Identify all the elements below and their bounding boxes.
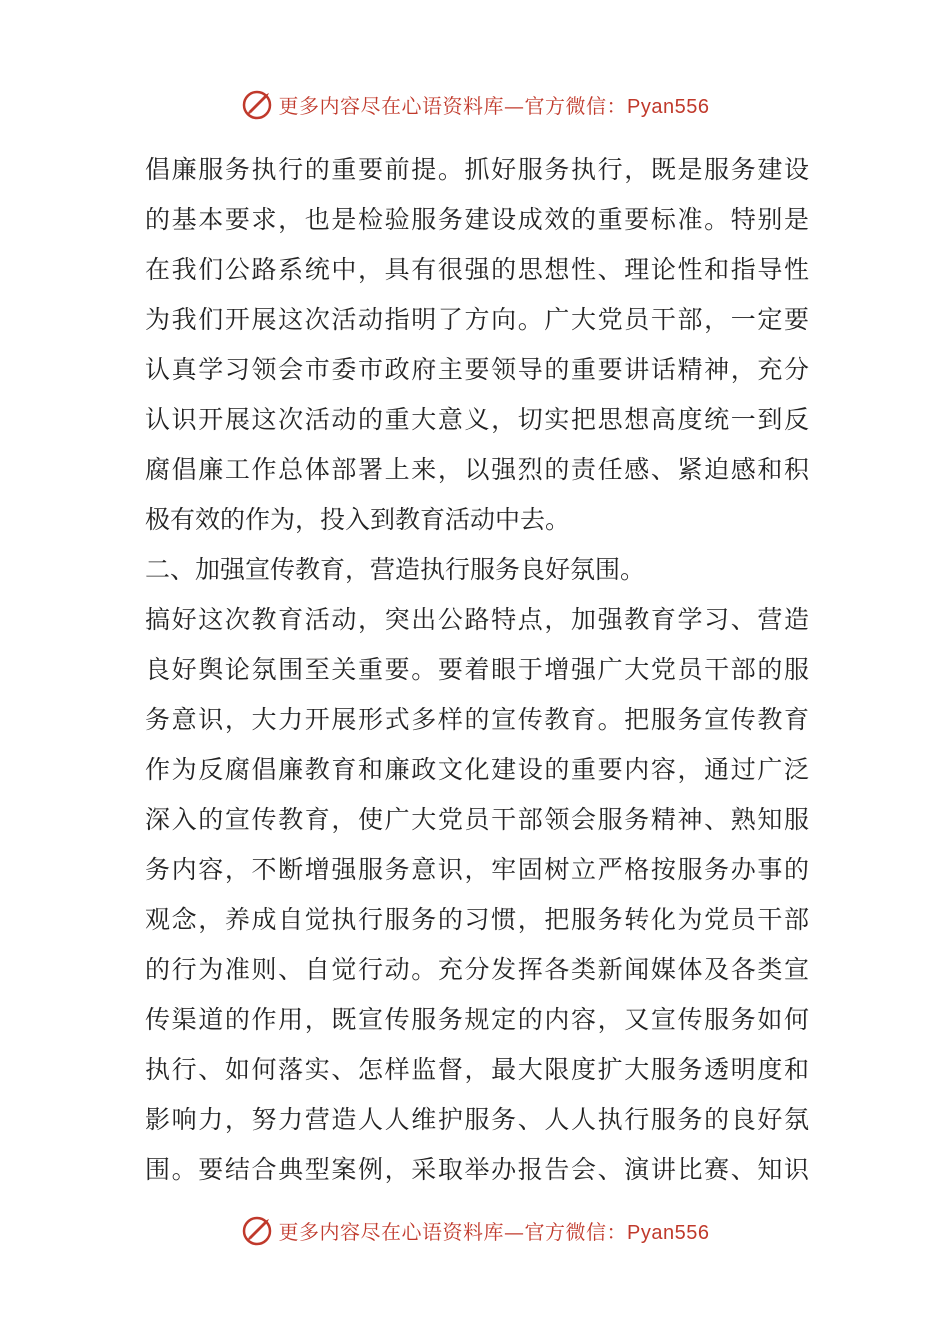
- text-line: 倡廉服务执行的重要前提。抓好服务执行，既是服务建设: [145, 155, 809, 184]
- text-line: 认真学习领会市委市政府主要领导的重要讲话精神，充分: [145, 355, 809, 384]
- header-banner-text: 更多内容尽在心语资料库—官方微信：Pyan556: [278, 93, 710, 118]
- text-line: 作为反腐倡廉教育和廉政文化建设的重要内容，通过广泛: [145, 755, 809, 784]
- text-line: 腐倡廉工作总体部署上来，以强烈的责任感、紧迫感和积: [145, 455, 809, 484]
- header-banner: [0, 84, 950, 124]
- footer-banner-text: 更多内容尽在心语资料库—官方微信：Pyan556: [278, 1219, 710, 1244]
- text-line: 观念，养成自觉执行服务的习惯，把服务转化为党员干部: [145, 905, 809, 934]
- footer-banner: [0, 1210, 950, 1250]
- text-line: 影响力，努力营造人人维护服务、人人执行服务的良好氛: [145, 1105, 809, 1134]
- section-heading: 二、加强宣传教育，营造执行服务良好氛围。: [145, 555, 646, 584]
- text-line: 为我们开展这次活动指明了方向。广大党员干部，一定要: [145, 305, 809, 334]
- pen-logo-icon: [241, 87, 275, 121]
- text-line: 传渠道的作用，既宣传服务规定的内容，又宣传服务如何: [145, 1005, 809, 1034]
- text-line: 务内容，不断增强服务意识，牢固树立严格按服务办事的: [145, 855, 809, 884]
- text-line: 深入的宣传教育，使广大党员干部领会服务精神、熟知服: [145, 805, 809, 834]
- pen-logo-icon: [241, 1213, 275, 1247]
- document-body: [145, 145, 809, 1195]
- text-line: 在我们公路系统中，具有很强的思想性、理论性和指导性: [145, 255, 809, 284]
- text-line: 的行为准则、自觉行动。充分发挥各类新闻媒体及各类宣: [145, 955, 809, 984]
- text-line: 执行、如何落实、怎样监督，最大限度扩大服务透明度和: [145, 1055, 809, 1084]
- text-line: 搞好这次教育活动，突出公路特点，加强教育学习、营造: [145, 605, 809, 634]
- text-line: 务意识，大力开展形式多样的宣传教育。把服务宣传教育: [145, 705, 809, 734]
- text-line: 的基本要求，也是检验服务建设成效的重要标准。特别是: [145, 205, 809, 234]
- text-line: 极有效的作为，投入到教育活动中去。: [145, 505, 571, 534]
- text-line: 围。要结合典型案例，采取举办报告会、演讲比赛、知识: [145, 1155, 809, 1184]
- text-line: 良好舆论氛围至关重要。要着眼于增强广大党员干部的服: [145, 655, 809, 684]
- text-line: 认识开展这次活动的重大意义，切实把思想高度统一到反: [145, 405, 809, 434]
